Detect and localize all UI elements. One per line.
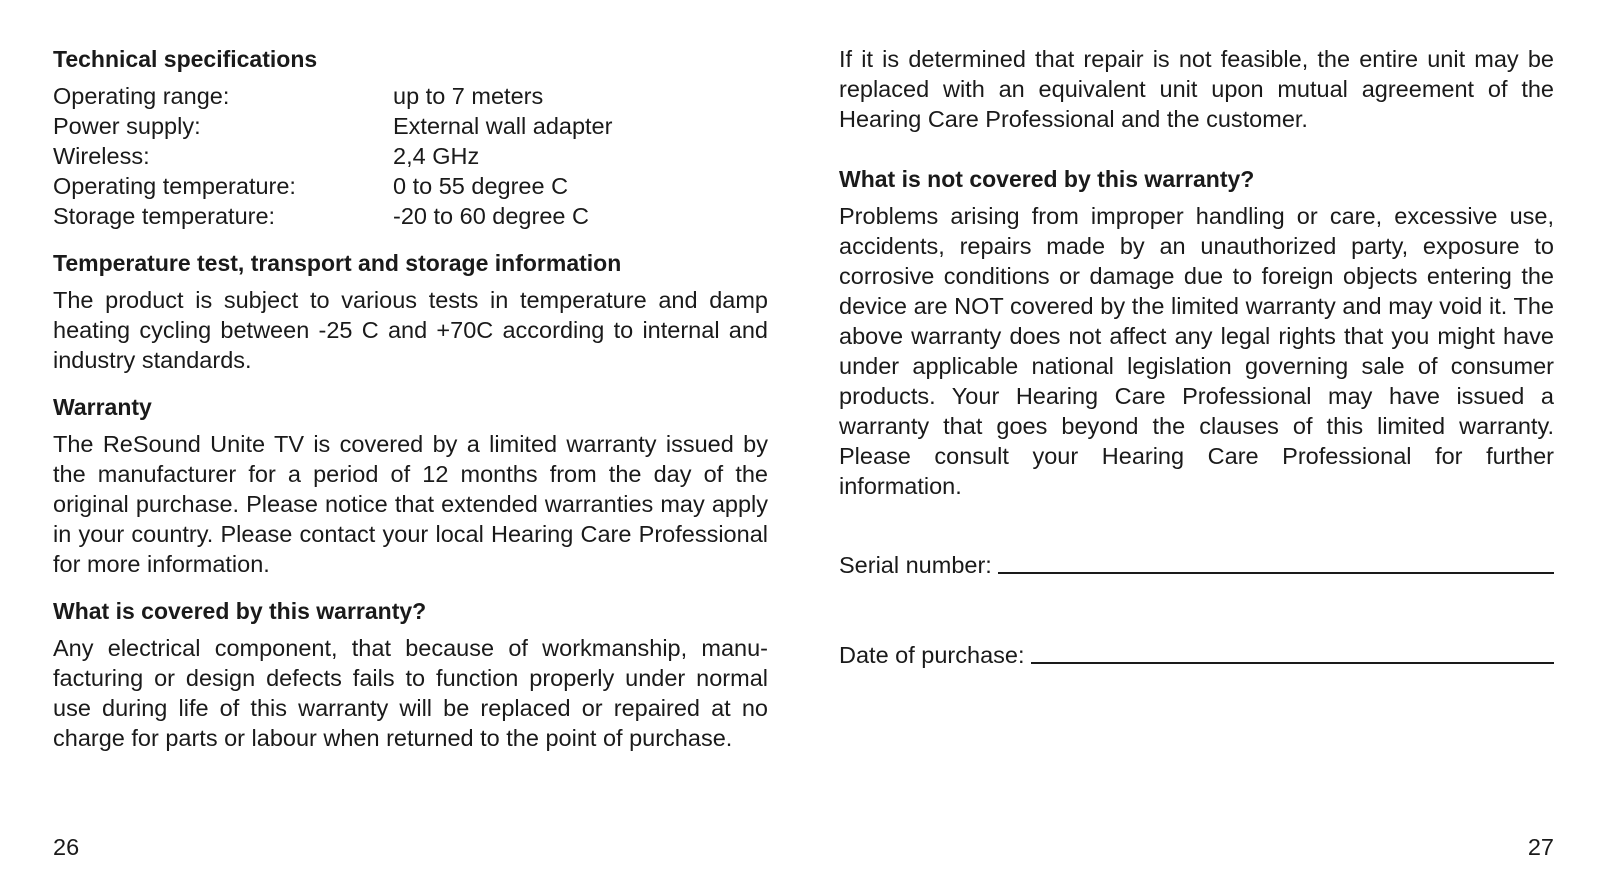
warranty-text: The ReSound Unite TV is covered by a limited warranty issued by the manufacturer for a period of 12 months from the day of the original purchase. Please notice that extended warranties may apply in your country. Please contact your local Hearing Care Professional for more information. <box>53 431 768 577</box>
spec-label: Wireless: <box>53 143 150 169</box>
spec-row-operating-temperature <box>53 171 768 201</box>
page-number-left: 26 <box>53 834 80 860</box>
spec-value: 0 to 55 degree C <box>393 173 569 199</box>
covered-heading: What is covered by this warranty? <box>53 598 427 624</box>
spec-label: Operating range: <box>53 83 230 109</box>
covered-section <box>53 596 768 753</box>
temperature-text: The product is subject to various tests in temperature and damp heating cycling between -25 C and +70C according to internal and industry standards. <box>53 287 768 373</box>
temperature-heading: Temperature test, transport and storage information <box>53 250 622 276</box>
spec-value: 2,4 GHz <box>393 143 480 169</box>
not-covered-text: Problems arising from improper handling or care, excessive use, accidents, repairs made by an unauthorized party, exposure to corrosive conditions or damage due to foreign objects entering the device are NOT covered by the limited warranty and may void it. The above warranty does not affect any legal rights that you might have under applicable national legislation governing sale of consumer products. Your Hearing Care Professional may have issued a warranty that goes beyond the clauses of this limited warranty. Please consult your Hearing Care Professional for further information. <box>839 203 1554 499</box>
warranty-section <box>53 392 768 579</box>
spec-value: up to 7 meters <box>393 83 544 109</box>
spec-row-power-supply <box>53 111 768 141</box>
date-of-purchase-field[interactable] <box>839 638 1554 670</box>
right-page-content <box>839 44 1554 670</box>
date-of-purchase-label: Date of purchase: <box>839 642 1025 668</box>
spec-row-wireless <box>53 141 768 171</box>
not-covered-section <box>839 164 1554 501</box>
serial-number-field[interactable] <box>839 548 1554 580</box>
spec-row-operating-range <box>53 81 768 111</box>
right-page <box>839 0 1554 889</box>
spec-label: Operating temperature: <box>53 173 296 199</box>
repair-section <box>839 44 1554 134</box>
spec-value: External wall adapter <box>393 113 613 139</box>
date-of-purchase-line[interactable] <box>1031 638 1555 664</box>
spec-label: Power supply: <box>53 113 201 139</box>
tech-specs-table <box>53 81 768 231</box>
serial-number-label: Serial number: <box>839 552 992 578</box>
warranty-heading: Warranty <box>53 394 152 420</box>
temperature-section <box>53 248 768 375</box>
spec-row-storage-temperature <box>53 201 768 231</box>
serial-number-line[interactable] <box>998 548 1554 574</box>
covered-text: Any electrical component, that because of workmanship, manufacturing or design defects fails to function properly under normal use during life of this warranty will be replaced or repaired at no charge for parts or labour when returned to the point of purchase. <box>53 635 768 751</box>
spec-value: -20 to 60 degree C <box>393 203 589 229</box>
left-page-content <box>53 44 768 770</box>
spec-label: Storage temperature: <box>53 203 276 229</box>
tech-specs-heading: Technical specifications <box>53 46 318 72</box>
not-covered-heading: What is not covered by this warranty? <box>839 166 1255 192</box>
page-number-right: 27 <box>1527 834 1554 860</box>
repair-text: If it is determined that repair is not feasible, the entire unit may be replaced with an equivalent unit upon mutual agreement of the Hearing Care Professional and the customer. <box>839 46 1554 132</box>
left-page <box>53 0 768 889</box>
